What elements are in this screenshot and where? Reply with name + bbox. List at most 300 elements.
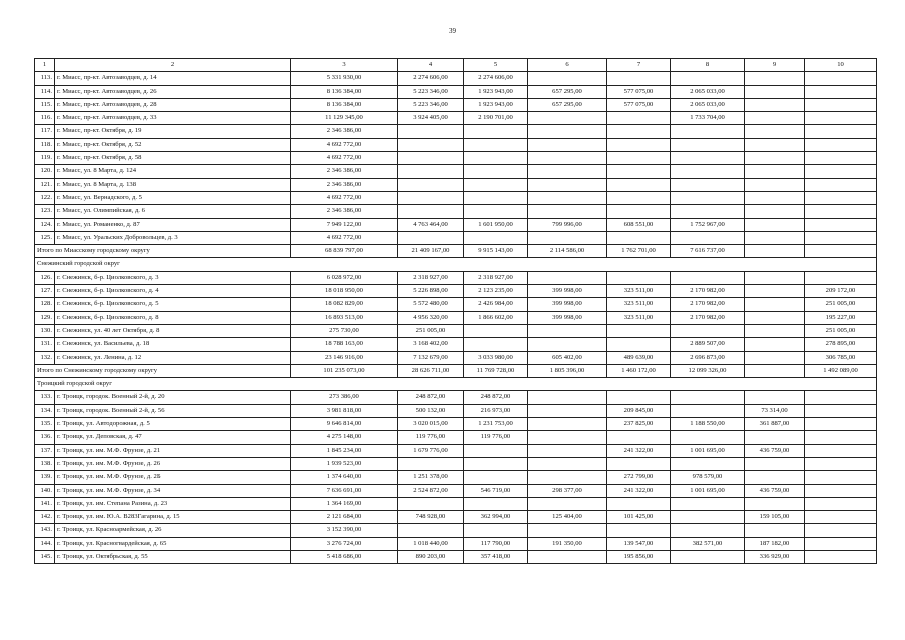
address-cell: г. Миасс, ул. Романенко, д. 87 [55, 218, 291, 231]
table-row [35, 285, 877, 298]
amount-cell [745, 205, 805, 218]
column-number: 10 [805, 59, 877, 72]
amount-cell: 18 788 163,00 [291, 338, 398, 351]
capital-repair-table [34, 58, 877, 564]
amount-cell [745, 191, 805, 204]
amount-cell: 119 776,00 [398, 431, 464, 444]
address-cell: г. Троицк, ул. им. М.Ф. Фрунзе, д. 2Б [55, 471, 291, 484]
amount-cell [528, 231, 607, 244]
column-number: 7 [607, 59, 671, 72]
amount-cell [528, 72, 607, 85]
amount-cell: 191 350,00 [528, 537, 607, 550]
row-number-cell: 120. [35, 165, 55, 178]
amount-cell: 323 511,00 [607, 298, 671, 311]
amount-cell [398, 205, 464, 218]
amount-cell [528, 191, 607, 204]
amount-cell: 2 190 701,00 [464, 112, 528, 125]
address-cell: г. Троицк, ул. Деповская, д. 47 [55, 431, 291, 444]
amount-cell [671, 324, 745, 337]
amount-cell [671, 497, 745, 510]
amount-cell [745, 351, 805, 364]
amount-cell [671, 511, 745, 524]
amount-cell: 2 274 606,00 [464, 72, 528, 85]
amount-cell [607, 524, 671, 537]
row-number-cell: 118. [35, 138, 55, 151]
amount-cell [528, 178, 607, 191]
address-cell: г. Троицк, ул. Красногвардейская, д. 65 [55, 537, 291, 550]
amount-cell: 3 020 015,00 [398, 418, 464, 431]
row-number-cell: 134. [35, 404, 55, 417]
row-number-cell: 116. [35, 112, 55, 125]
address-cell: г. Миасс, ул. 8 Марта, д. 138 [55, 178, 291, 191]
amount-cell: 7 132 679,00 [398, 351, 464, 364]
amount-cell [528, 391, 607, 404]
table-row [35, 391, 877, 404]
amount-cell: 1 845 234,00 [291, 444, 398, 457]
amount-cell: 577 075,00 [607, 85, 671, 98]
row-number-cell: 132. [35, 351, 55, 364]
amount-cell [607, 178, 671, 191]
amount-cell [528, 431, 607, 444]
amount-cell [607, 231, 671, 244]
total-amount-cell: 68 839 797,00 [291, 245, 398, 258]
amount-cell: 2 346 386,00 [291, 205, 398, 218]
amount-cell: 4 275 148,00 [291, 431, 398, 444]
total-amount-cell: 21 409 167,00 [398, 245, 464, 258]
amount-cell [805, 550, 877, 563]
amount-cell: 251 005,00 [805, 298, 877, 311]
column-number: 8 [671, 59, 745, 72]
amount-cell [745, 138, 805, 151]
amount-cell [607, 457, 671, 470]
amount-cell: 119 776,00 [464, 431, 528, 444]
amount-cell [528, 444, 607, 457]
amount-cell [805, 191, 877, 204]
table-row [35, 98, 877, 111]
amount-cell [671, 152, 745, 165]
amount-cell: 73 314,00 [745, 404, 805, 417]
amount-cell: 306 785,00 [805, 351, 877, 364]
amount-cell [671, 231, 745, 244]
total-amount-cell: 1 460 172,00 [607, 364, 671, 377]
section-header-row [35, 378, 877, 391]
amount-cell: 2 170 982,00 [671, 285, 745, 298]
address-cell: г. Снежинск, ул. Васильева, д. 18 [55, 338, 291, 351]
amount-cell [745, 98, 805, 111]
amount-cell [671, 178, 745, 191]
amount-cell [805, 98, 877, 111]
address-cell: г. Миасс, ул. 8 Марта, д. 124 [55, 165, 291, 178]
amount-cell [607, 152, 671, 165]
amount-cell: 251 005,00 [805, 324, 877, 337]
amount-cell [805, 165, 877, 178]
amount-cell [398, 231, 464, 244]
table-row [35, 497, 877, 510]
amount-cell: 361 887,00 [745, 418, 805, 431]
amount-cell: 399 998,00 [528, 311, 607, 324]
amount-cell [607, 205, 671, 218]
table-row [35, 524, 877, 537]
amount-cell [745, 324, 805, 337]
amount-cell: 3 981 818,00 [291, 404, 398, 417]
amount-cell: 4 692 772,00 [291, 152, 398, 165]
amount-cell [607, 112, 671, 125]
address-cell: г. Миасс, пр-кт. Октября, д. 19 [55, 125, 291, 138]
amount-cell: 3 924 405,00 [398, 112, 464, 125]
amount-cell [607, 338, 671, 351]
table-row [35, 444, 877, 457]
amount-cell: 241 322,00 [607, 444, 671, 457]
amount-cell [805, 511, 877, 524]
amount-cell [671, 391, 745, 404]
table-row [35, 112, 877, 125]
amount-cell [805, 418, 877, 431]
address-cell: г. Миасс, ул. Уральских Добровольцев, д. 3 [55, 231, 291, 244]
amount-cell: 1 001 695,00 [671, 444, 745, 457]
amount-cell: 890 203,00 [398, 550, 464, 563]
amount-cell: 18 018 950,00 [291, 285, 398, 298]
row-number-cell: 113. [35, 72, 55, 85]
amount-cell [528, 550, 607, 563]
table-row [35, 537, 877, 550]
address-cell: г. Миасс, пр-кт. Автозаводцев, д. 14 [55, 72, 291, 85]
total-label: Итого по Миасскому городскому округу [35, 245, 291, 258]
amount-cell: 1 923 943,00 [464, 85, 528, 98]
total-label: Итого по Снежинскому городскому округу [35, 364, 291, 377]
amount-cell [464, 231, 528, 244]
amount-cell: 248 872,00 [464, 391, 528, 404]
table-row [35, 431, 877, 444]
amount-cell: 336 929,00 [745, 550, 805, 563]
amount-cell [805, 112, 877, 125]
amount-cell [745, 218, 805, 231]
amount-cell: 362 994,00 [464, 511, 528, 524]
amount-cell [745, 285, 805, 298]
table-row [35, 324, 877, 337]
amount-cell: 7 636 691,00 [291, 484, 398, 497]
amount-cell [464, 178, 528, 191]
amount-cell [607, 391, 671, 404]
amount-cell [528, 152, 607, 165]
amount-cell: 187 182,00 [745, 537, 805, 550]
column-number: 4 [398, 59, 464, 72]
row-number-cell: 139. [35, 471, 55, 484]
amount-cell [745, 298, 805, 311]
amount-cell: 2 346 386,00 [291, 165, 398, 178]
amount-cell [671, 165, 745, 178]
amount-cell [745, 152, 805, 165]
amount-cell: 1 188 550,00 [671, 418, 745, 431]
row-number-cell: 136. [35, 431, 55, 444]
section-header-row [35, 258, 877, 271]
total-amount-cell [745, 364, 805, 377]
address-cell: г. Снежинск, б-р. Циолковского, д. 4 [55, 285, 291, 298]
amount-cell: 5 418 686,00 [291, 550, 398, 563]
amount-cell: 608 551,00 [607, 218, 671, 231]
amount-cell: 978 579,00 [671, 471, 745, 484]
amount-cell [398, 165, 464, 178]
amount-cell: 2 170 982,00 [671, 311, 745, 324]
amount-cell: 5 226 898,00 [398, 285, 464, 298]
amount-cell [528, 271, 607, 284]
amount-cell [464, 125, 528, 138]
amount-cell [528, 138, 607, 151]
row-number-cell: 127. [35, 285, 55, 298]
amount-cell: 2 426 984,00 [464, 298, 528, 311]
row-number-cell: 117. [35, 125, 55, 138]
amount-cell [671, 271, 745, 284]
amount-cell: 159 105,00 [745, 511, 805, 524]
row-number-cell: 141. [35, 497, 55, 510]
amount-cell: 1 939 523,00 [291, 457, 398, 470]
amount-cell [671, 72, 745, 85]
amount-cell: 357 418,00 [464, 550, 528, 563]
amount-cell [745, 471, 805, 484]
total-amount-cell [805, 245, 877, 258]
address-cell: г. Миасс, пр-кт. Октября, д. 52 [55, 138, 291, 151]
amount-cell: 3 033 980,00 [464, 351, 528, 364]
amount-cell: 2 065 033,00 [671, 98, 745, 111]
row-number-cell: 135. [35, 418, 55, 431]
amount-cell [607, 271, 671, 284]
address-cell: г. Снежинск, б-р. Циолковского, д. 5 [55, 298, 291, 311]
amount-cell [607, 191, 671, 204]
amount-cell [805, 471, 877, 484]
address-cell: г. Снежинск, б-р. Циолковского, д. 8 [55, 311, 291, 324]
address-cell: г. Миасс, ул. Вернадского, д. 5 [55, 191, 291, 204]
amount-cell [607, 431, 671, 444]
amount-cell: 278 895,00 [805, 338, 877, 351]
row-number-cell: 144. [35, 537, 55, 550]
amount-cell [398, 125, 464, 138]
row-number-cell: 142. [35, 511, 55, 524]
table-row [35, 338, 877, 351]
amount-cell [464, 524, 528, 537]
amount-cell [607, 324, 671, 337]
amount-cell [745, 338, 805, 351]
address-cell: г. Миасс, пр-кт. Автозаводцев, д. 33 [55, 112, 291, 125]
amount-cell: 2 889 507,00 [671, 338, 745, 351]
amount-cell [745, 457, 805, 470]
amount-cell: 11 129 345,00 [291, 112, 398, 125]
table-row [35, 271, 877, 284]
amount-cell: 2 318 927,00 [398, 271, 464, 284]
address-cell: г. Миасс, пр-кт. Октября, д. 58 [55, 152, 291, 165]
amount-cell [398, 191, 464, 204]
amount-cell: 1 251 378,00 [398, 471, 464, 484]
total-amount-cell: 2 114 586,00 [528, 245, 607, 258]
amount-cell [745, 311, 805, 324]
amount-cell: 3 276 724,00 [291, 537, 398, 550]
amount-cell: 209 172,00 [805, 285, 877, 298]
amount-cell: 2 346 386,00 [291, 125, 398, 138]
total-amount-cell: 28 626 711,00 [398, 364, 464, 377]
row-number-cell: 129. [35, 311, 55, 324]
total-row [35, 364, 877, 377]
amount-cell [745, 431, 805, 444]
amount-cell [745, 271, 805, 284]
amount-cell [745, 497, 805, 510]
amount-cell: 748 928,00 [398, 511, 464, 524]
amount-cell [607, 125, 671, 138]
table-row [35, 457, 877, 470]
amount-cell [805, 271, 877, 284]
amount-cell: 2 318 927,00 [464, 271, 528, 284]
amount-cell: 1 018 440,00 [398, 537, 464, 550]
row-number-cell: 121. [35, 178, 55, 191]
amount-cell: 657 295,00 [528, 85, 607, 98]
amount-cell: 436 759,00 [745, 484, 805, 497]
amount-cell [464, 138, 528, 151]
table-row [35, 191, 877, 204]
amount-cell: 23 146 916,00 [291, 351, 398, 364]
address-cell: г. Троицк, ул. им. Ю.А. В283Гагарина, д. 15 [55, 511, 291, 524]
amount-cell: 216 973,00 [464, 404, 528, 417]
amount-cell: 1 679 776,00 [398, 444, 464, 457]
column-number-row [35, 59, 877, 72]
amount-cell: 16 893 513,00 [291, 311, 398, 324]
table-row [35, 165, 877, 178]
amount-cell: 125 404,00 [528, 511, 607, 524]
table-row [35, 72, 877, 85]
amount-cell: 1 923 943,00 [464, 98, 528, 111]
table-row [35, 550, 877, 563]
address-cell: г. Троицк, ул. им. М.Ф. Фрунзе, д. 26 [55, 457, 291, 470]
amount-cell: 117 790,00 [464, 537, 528, 550]
address-cell: г. Миасс, пр-кт. Автозаводцев, д. 26 [55, 85, 291, 98]
table-row [35, 218, 877, 231]
amount-cell: 4 692 772,00 [291, 138, 398, 151]
amount-cell: 1 001 695,00 [671, 484, 745, 497]
amount-cell [805, 537, 877, 550]
amount-cell: 2 121 684,00 [291, 511, 398, 524]
amount-cell: 323 511,00 [607, 311, 671, 324]
amount-cell: 2 170 982,00 [671, 298, 745, 311]
row-number-cell: 122. [35, 191, 55, 204]
amount-cell [745, 391, 805, 404]
row-number-cell: 128. [35, 298, 55, 311]
amount-cell [398, 497, 464, 510]
row-number-cell: 126. [35, 271, 55, 284]
table-row [35, 231, 877, 244]
table-row [35, 511, 877, 524]
row-number-cell: 114. [35, 85, 55, 98]
amount-cell: 1 752 967,00 [671, 218, 745, 231]
amount-cell [528, 418, 607, 431]
amount-cell: 2 696 873,00 [671, 351, 745, 364]
amount-cell: 3 168 402,00 [398, 338, 464, 351]
amount-cell: 8 136 384,00 [291, 85, 398, 98]
amount-cell: 399 998,00 [528, 298, 607, 311]
amount-cell [464, 205, 528, 218]
row-number-cell: 137. [35, 444, 55, 457]
amount-cell: 2 123 235,00 [464, 285, 528, 298]
table-row [35, 178, 877, 191]
amount-cell [671, 524, 745, 537]
amount-cell: 605 402,00 [528, 351, 607, 364]
total-amount-cell: 101 235 073,00 [291, 364, 398, 377]
table-row [35, 471, 877, 484]
amount-cell: 273 386,00 [291, 391, 398, 404]
amount-cell [528, 324, 607, 337]
amount-cell: 195 227,00 [805, 311, 877, 324]
table-row [35, 205, 877, 218]
column-number: 2 [55, 59, 291, 72]
address-cell: г. Снежинск, б-р. Циолковского, д. 3 [55, 271, 291, 284]
amount-cell: 18 082 829,00 [291, 298, 398, 311]
amount-cell [805, 444, 877, 457]
table-row [35, 484, 877, 497]
row-number-cell: 131. [35, 338, 55, 351]
column-number: 3 [291, 59, 398, 72]
total-amount-cell: 1 492 089,00 [805, 364, 877, 377]
amount-cell [671, 550, 745, 563]
row-number-cell: 130. [35, 324, 55, 337]
amount-cell [528, 112, 607, 125]
table-body [35, 59, 877, 564]
amount-cell [745, 112, 805, 125]
amount-cell: 1 601 950,00 [464, 218, 528, 231]
amount-cell [805, 218, 877, 231]
amount-cell [805, 404, 877, 417]
amount-cell: 657 295,00 [528, 98, 607, 111]
total-amount-cell: 7 616 737,00 [671, 245, 745, 258]
table-row [35, 298, 877, 311]
column-number: 6 [528, 59, 607, 72]
amount-cell [528, 497, 607, 510]
amount-cell [671, 125, 745, 138]
total-amount-cell: 12 099 326,00 [671, 364, 745, 377]
amount-cell: 4 692 772,00 [291, 191, 398, 204]
amount-cell [805, 205, 877, 218]
amount-cell [464, 471, 528, 484]
table-row [35, 404, 877, 417]
amount-cell: 275 730,00 [291, 324, 398, 337]
amount-cell: 1 364 169,00 [291, 497, 398, 510]
amount-cell: 3 152 390,00 [291, 524, 398, 537]
amount-cell: 399 998,00 [528, 285, 607, 298]
amount-cell: 4 763 464,00 [398, 218, 464, 231]
amount-cell [528, 457, 607, 470]
amount-cell [671, 457, 745, 470]
amount-cell: 251 005,00 [398, 324, 464, 337]
amount-cell [745, 231, 805, 244]
amount-cell: 248 872,00 [398, 391, 464, 404]
amount-cell [464, 165, 528, 178]
amount-cell [528, 471, 607, 484]
amount-cell [745, 85, 805, 98]
amount-cell: 4 956 320,00 [398, 311, 464, 324]
amount-cell [528, 125, 607, 138]
column-number: 1 [35, 59, 55, 72]
amount-cell: 2 346 386,00 [291, 178, 398, 191]
amount-cell: 7 949 122,00 [291, 218, 398, 231]
amount-cell: 5 331 930,00 [291, 72, 398, 85]
amount-cell: 1 866 602,00 [464, 311, 528, 324]
amount-cell [805, 484, 877, 497]
address-cell: г. Троицк, ул. Октябрьская, д. 55 [55, 550, 291, 563]
address-cell: г. Троицк, ул. им. М.Ф. Фрунзе, д. 21 [55, 444, 291, 457]
row-number-cell: 115. [35, 98, 55, 111]
address-cell: г. Троицк, ул. Автодорожная, д. 5 [55, 418, 291, 431]
address-cell: г. Троицк, городок. Военный 2-й, д. 20 [55, 391, 291, 404]
total-amount-cell [745, 245, 805, 258]
table-row [35, 138, 877, 151]
table-row [35, 85, 877, 98]
table-row [35, 351, 877, 364]
amount-cell: 5 223 346,00 [398, 85, 464, 98]
amount-cell: 8 136 384,00 [291, 98, 398, 111]
